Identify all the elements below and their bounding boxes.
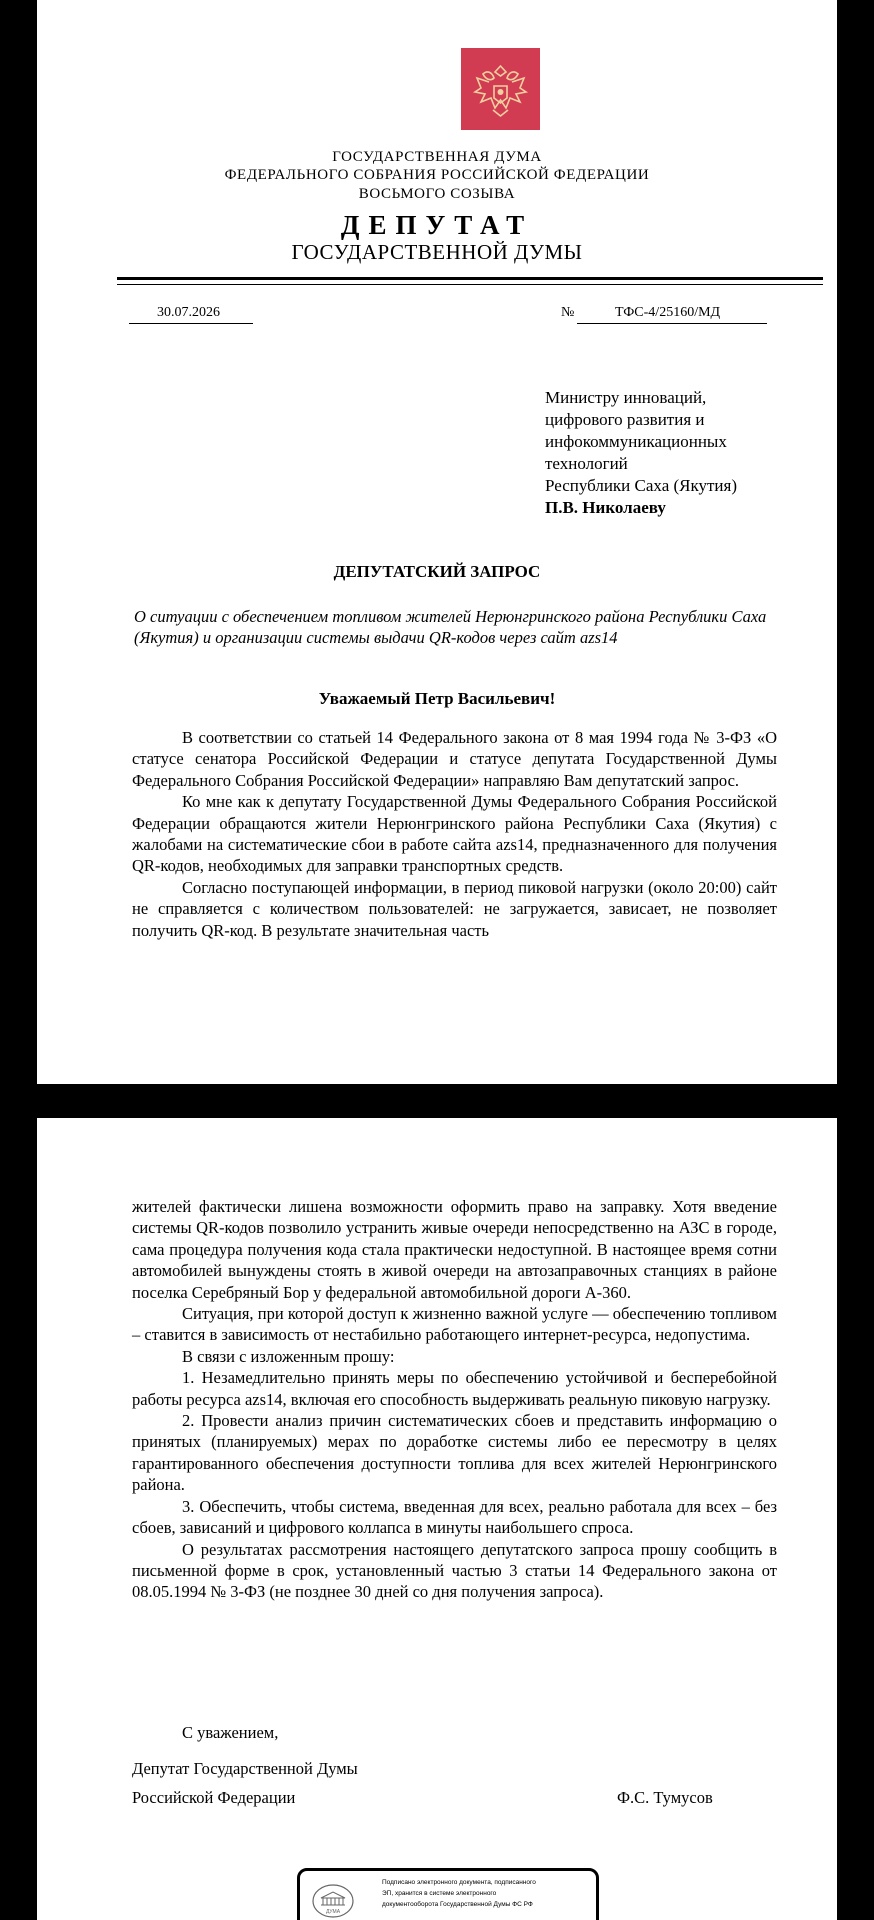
list-item: 1. Незамедлительно принять меры по обеспечению устойчивой и бесперебойной работы ресурса azs14, включая его способность выдерживать реальную пиковую нагрузку. [132, 1368, 777, 1409]
header-rule-thin [117, 284, 823, 285]
paragraph: Ко мне как к депутату Государственной Думы Федерального Собрания Российской Федерации обращаются жители Нерюнгринского района Республики Саха (Якутия) с жалобами на систематические сбои в работе сайта azs14, предназначенного для получения QR-кодов, необходимых для заправки транспортных средств. [132, 792, 777, 876]
paragraph: Согласно поступающей информации, в период пиковой нагрузки (около 20:00) сайт не справляется с количеством пользователей: не загружается, зависает, не позволяет получить QR-код. В результате значительная часть [132, 877, 777, 940]
electronic-signature-stamp [297, 1868, 599, 1920]
signature-line-1: Депутат Государственной Думы [132, 1759, 358, 1778]
header-duma: ГОСУДАРСТВЕННОЙ ДУМЫ [291, 240, 583, 264]
header-line-3: ВОСЬМОГО СОЗЫВА [358, 186, 516, 202]
stamp-text [382, 1877, 582, 1910]
signature-regards: С уважением, [182, 1723, 279, 1742]
document-number: ТФС-4/25160/МД [615, 305, 721, 320]
number-underline [577, 323, 767, 324]
date-underline [129, 323, 253, 324]
addressee-name: П.В. Николаеву [545, 498, 666, 517]
request-subject: О ситуации с обеспечением топливом жителей Нерюнгринского района Республики Саха (Якутия) и организации системы выдачи QR-кодов через сайт azs14 [134, 607, 767, 647]
signature-name: Ф.С. Тумусов [617, 1788, 713, 1807]
list-item: 3. Обеспечить, чтобы система, введенная для всех, реально работала для всех – без сбоев, зависаний и цифрового коллапса в минуты наибольшего спроса. [132, 1496, 777, 1538]
body-text-page-1 [132, 727, 777, 941]
paragraph: Ситуация, при которой доступ к жизненно важной услуге — обеспечению топливом – ставится в зависимость от нестабильно работающего интернет-ресурса, недопустима. [132, 1304, 777, 1345]
addressee-line-3: инфокоммуникационных [545, 432, 727, 451]
signature-line-2: Российской Федерации [132, 1788, 296, 1807]
paragraph: жителей фактически лишена возможности оформить право на заправку. Хотя введение системы QR-кодов позволило устранить живые очереди непосредственно на АЗС в городе, сама процедура получения кода стала практически недоступной. В настоящее время сотни автомобилей вынуждены стоять в живой очереди на автозаправочных станциях в районе поселка Серебряный Бор у федеральной автомобильной дороги А-360. [132, 1197, 777, 1302]
addressee-line-1: Министру инноваций, [545, 388, 707, 407]
document-page-2 [37, 1118, 837, 1920]
header-deputat: ДЕПУТАТ [340, 210, 534, 240]
body-text-page-2 [132, 1196, 777, 1603]
addressee-block [545, 387, 805, 519]
greeting: Уважаемый Петр Васильевич! [318, 689, 556, 708]
paragraph: В соответствии со статьей 14 Федерального закона от 8 мая 1994 года № 3-ФЗ «О статусе сенатора Российской Федерации и статусе депутата Государственной Думы Федерального Собрания Российской Федерации» направляю Вам депутатский запрос. [132, 728, 777, 790]
addressee-line-2: цифрового развития и [545, 410, 705, 429]
paragraph: В связи с изложенным прошу: [182, 1346, 395, 1366]
number-sign: № [561, 305, 575, 320]
stamp-line-2: ЭП, хранится в системе электронного [382, 1890, 497, 1897]
svg-text:ДУМА: ДУМА [325, 1909, 341, 1915]
stamp-line-3: документооборота Государственной Думы ФС РФ [382, 1901, 533, 1908]
document-page-1 [37, 0, 837, 1084]
header-line-1: ГОСУДАРСТВЕННАЯ ДУМА [332, 149, 542, 165]
addressee-line-4: технологий [545, 454, 628, 473]
list-item: 2. Провести анализ причин систематических сбоев и представить информацию о принятых (планируемых) мерах по доработке системы либо ее пересмотру в целях гарантированного обеспечения доступности топлива для всех жителей Нерюнгринского района. [132, 1411, 777, 1495]
request-title: ДЕПУТАТСКИЙ ЗАПРОС [333, 562, 541, 581]
header-line-2: ФЕДЕРАЛЬНОГО СОБРАНИЯ РОССИЙСКОЙ ФЕДЕРАЦИИ [224, 167, 650, 183]
addressee-line-5: Республики Саха (Якутия) [545, 476, 738, 495]
stamp-line-1: Подписано электронного документа, подписанного [382, 1879, 536, 1886]
header-rule-thick [117, 277, 823, 280]
document-date: 30.07.2026 [157, 305, 220, 320]
duma-building-icon [312, 1884, 354, 1918]
paragraph: О результатах рассмотрения настоящего депутатского запроса прошу сообщить в письменной форме в срок, установленный частью 3 статьи 14 Федерального закона от 08.05.1994 № 3-ФЗ (не позднее 30 дней со дня получения запроса). [132, 1539, 777, 1602]
coat-of-arms-emblem [461, 48, 540, 130]
